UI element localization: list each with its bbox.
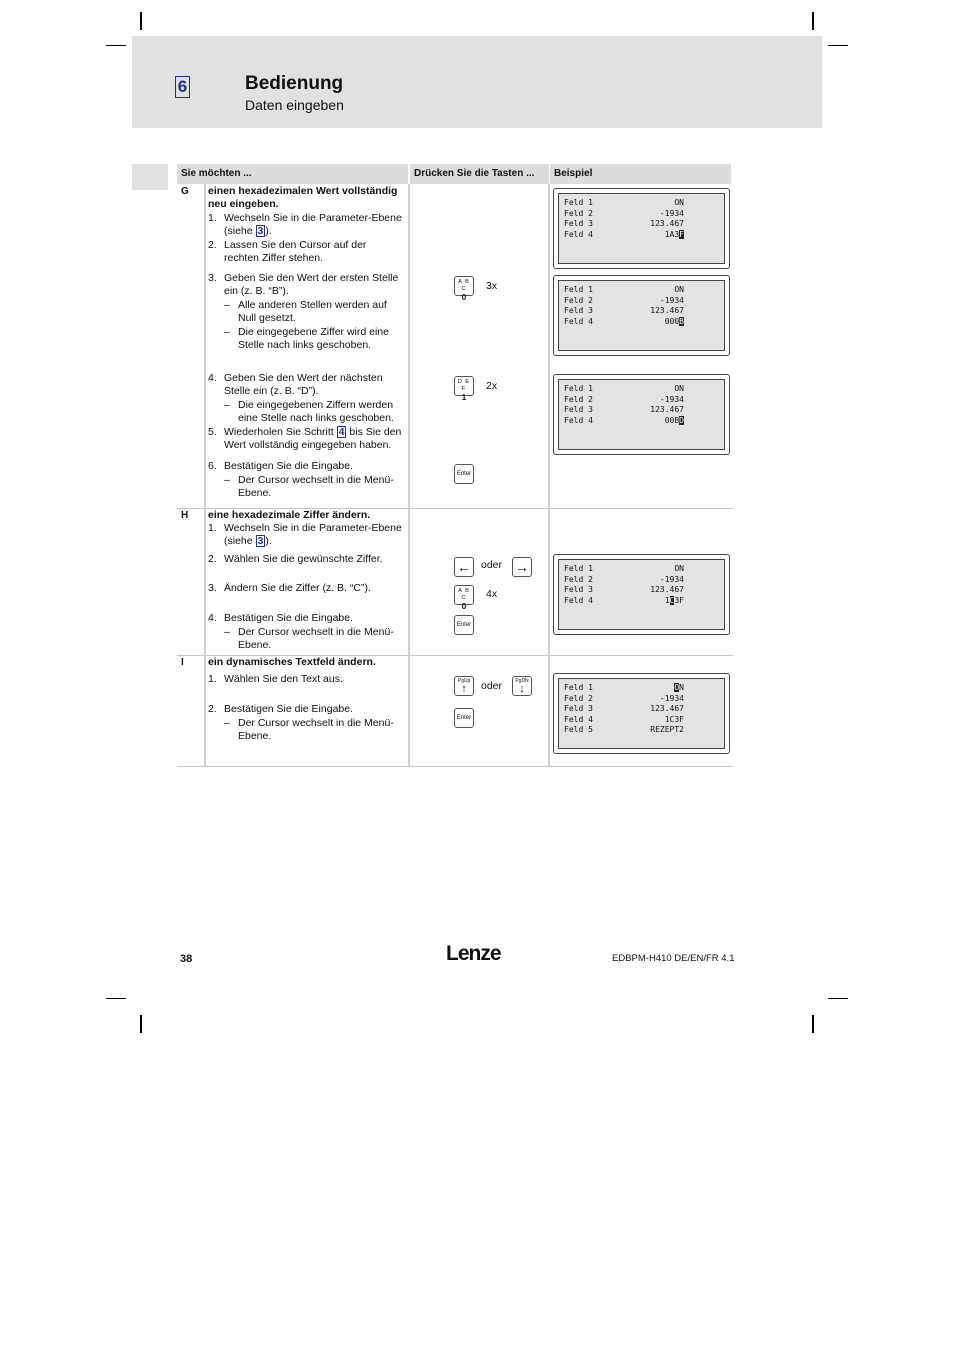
page-title: Bedienung [245, 73, 344, 94]
lcd-value: 123.467 [650, 405, 684, 414]
key-label: Enter [456, 471, 472, 477]
lcd-display [553, 275, 730, 356]
lcd-screen [558, 379, 725, 450]
bullet-dash: – [224, 626, 230, 638]
page-down-key[interactable] [512, 676, 532, 696]
lcd-value: ON [674, 198, 684, 207]
lcd-display [553, 554, 730, 635]
row-g-step5 [224, 426, 406, 452]
lcd-label: Feld 3 [564, 585, 593, 594]
lcd-cursor: O [674, 683, 680, 692]
page-subtitle: Daten eingeben [245, 97, 344, 113]
table-divider [177, 766, 733, 767]
lcd-row [564, 596, 684, 607]
bullet-dash: – [224, 399, 230, 411]
or-text: oder [481, 559, 503, 571]
lcd-label: Feld 4 [564, 595, 593, 605]
step-number: 1. [208, 212, 217, 224]
lcd-lines [564, 683, 684, 736]
lcd-label: Feld 1 [564, 683, 593, 692]
or-text: oder [481, 680, 503, 692]
step-number: 2. [208, 703, 217, 715]
press-count: 3x [486, 280, 498, 292]
lcd-display [553, 673, 730, 754]
row-g-heading: einen hexadezimalen Wert vollständig neu eingeben. [208, 185, 398, 210]
lcd-label: Feld 3 [564, 704, 593, 713]
key-label: PgDN [515, 678, 529, 684]
lcd-cursor: D [679, 415, 684, 425]
lcd-label: Feld 4 [564, 714, 593, 724]
lcd-value: -1934 [659, 295, 684, 305]
cross-reference-link[interactable]: 3 [257, 535, 264, 547]
right-arrow-key[interactable] [512, 557, 532, 577]
abc-0-key[interactable] [454, 585, 474, 611]
lcd-value-text: 00B [664, 415, 680, 425]
left-arrow-key[interactable] [454, 557, 474, 577]
row-g-step3: Geben Sie den Wert der ersten Stelle ein (z. B. “B”). [224, 272, 399, 297]
lcd-value: ON [674, 285, 684, 294]
col-header-example: Beispiel [550, 164, 731, 184]
bullet-dash: – [224, 299, 230, 311]
lcd-row [564, 285, 684, 296]
key-digit: 0 [461, 602, 467, 611]
lcd-value-text: N [679, 683, 684, 692]
key-letters: D E F [457, 379, 471, 392]
lcd-label: Feld 4 [564, 415, 593, 425]
row-i-step2-note1: Der Cursor wechselt in die Menü-Ebene. [238, 717, 394, 742]
lcd-value-text: 3F [674, 595, 684, 605]
lcd-row [564, 198, 684, 209]
brand-logo: Lenze [446, 942, 501, 965]
bullet-dash: – [224, 717, 230, 729]
lcd-value [665, 596, 684, 607]
row-h-step3: Ändern Sie die Ziffer (z. B. “C”). [224, 582, 371, 594]
lcd-screen [558, 559, 725, 630]
lcd-cursor: C [669, 595, 675, 605]
row-g-step3-note2: Die eingegebene Ziffer wird eine Stelle nach links geschoben. [238, 326, 389, 351]
key-label: Enter [456, 622, 472, 628]
step-number: 2. [208, 553, 217, 565]
lcd-label: Feld 1 [564, 384, 593, 393]
press-count: 2x [486, 380, 498, 392]
lcd-label: Feld 4 [564, 229, 593, 239]
up-arrow-icon: ↑ [461, 683, 467, 695]
step-text: ). [265, 535, 272, 547]
lcd-screen [558, 280, 725, 351]
header-band [132, 36, 822, 128]
col-header-task: Sie möchten ... [177, 164, 408, 184]
crop-mark [140, 12, 142, 30]
col-header-keys: Drücken Sie die Tasten ... [410, 164, 549, 184]
side-tab [132, 164, 168, 190]
step-number: 4. [208, 372, 217, 384]
row-g-step6-note1: Der Cursor wechselt in die Menü-Ebene. [238, 474, 394, 499]
step-number: 1. [208, 673, 217, 685]
row-i-step1: Wählen Sie den Text aus. [224, 673, 343, 685]
row-h-step4: Bestätigen Sie die Eingabe. [224, 612, 354, 624]
step-number: 1. [208, 522, 217, 534]
lcd-row [564, 715, 684, 726]
lcd-label: Feld 3 [564, 219, 593, 228]
lcd-value-text: 1 [664, 595, 670, 605]
step-number: 3. [208, 272, 217, 284]
step-text: Wechseln Sie in die Parameter-Ebene (siehe [224, 522, 402, 547]
left-arrow-icon: ← [457, 559, 471, 575]
row-g-step6: Bestätigen Sie die Eingabe. [224, 460, 354, 472]
crop-mark [812, 1015, 814, 1033]
bullet-dash: – [224, 326, 230, 338]
row-g-step4: Geben Sie den Wert der nächsten Stelle ein (z. B. “D”). [224, 372, 383, 397]
lcd-value: ON [674, 384, 684, 393]
lcd-row [564, 209, 684, 220]
lcd-label: Feld 3 [564, 405, 593, 414]
lcd-lines [564, 198, 684, 240]
crop-mark [106, 998, 126, 999]
lcd-label: Feld 2 [564, 693, 593, 703]
table-divider [204, 184, 206, 766]
lcd-row [564, 725, 684, 736]
row-h-heading: eine hexadezimale Ziffer ändern. [208, 509, 371, 521]
lcd-value: -1934 [659, 208, 684, 218]
step-number: 4. [208, 612, 217, 624]
lcd-value [665, 230, 684, 241]
lcd-row [564, 306, 684, 317]
row-g-step3-note1: Alle anderen Stellen werden auf Null gesetzt. [238, 299, 387, 324]
crop-mark [828, 998, 848, 999]
lcd-label: Feld 5 [564, 725, 593, 734]
row-label-i: I [181, 657, 184, 668]
lcd-label: Feld 2 [564, 208, 593, 218]
lcd-label: Feld 2 [564, 295, 593, 305]
lcd-value: -1934 [659, 693, 684, 703]
chapter-number[interactable]: 6 [175, 76, 190, 98]
table-divider [548, 184, 550, 766]
down-arrow-icon: ↓ [519, 683, 525, 695]
crop-mark [106, 45, 126, 46]
lcd-row [564, 683, 684, 694]
lcd-display [553, 188, 730, 269]
row-h-step4-note1: Der Cursor wechselt in die Menü-Ebene. [238, 626, 394, 651]
lcd-lines [564, 285, 684, 327]
lcd-value: 1C3F [664, 714, 684, 724]
step-text: ). [265, 225, 272, 237]
enter-key[interactable] [454, 464, 474, 484]
lcd-row [564, 416, 684, 427]
lcd-value-text: 1A3 [664, 229, 680, 239]
lcd-lines [564, 564, 684, 606]
lcd-label: Feld 1 [564, 285, 593, 294]
lcd-row [564, 704, 684, 715]
lcd-value: REZEPT2 [650, 725, 684, 734]
lcd-value [665, 416, 684, 427]
lcd-label: Feld 4 [564, 316, 593, 326]
lcd-display [553, 374, 730, 455]
lcd-cursor: F [679, 229, 684, 239]
press-count: 4x [486, 588, 498, 600]
key-label: PgUp [457, 678, 471, 684]
lcd-label: Feld 1 [564, 198, 593, 207]
row-i-step2: Bestätigen Sie die Eingabe. [224, 703, 354, 715]
lcd-value [674, 683, 684, 694]
crop-mark [140, 1015, 142, 1033]
lcd-value: -1934 [659, 574, 684, 584]
document-code: EDBPM-H410 DE/EN/FR 4.1 [612, 953, 735, 964]
cross-reference-link[interactable]: 4 [338, 426, 345, 438]
row-h-step2: Wählen Sie die gewünschte Ziffer. [224, 553, 383, 565]
row-i-heading: ein dynamisches Textfeld ändern. [208, 656, 376, 668]
lcd-value: 123.467 [650, 306, 684, 315]
lcd-row [564, 230, 684, 241]
lcd-value: 123.467 [650, 704, 684, 713]
step-number: 2. [208, 239, 217, 251]
lcd-label: Feld 2 [564, 574, 593, 584]
crop-mark [828, 45, 848, 46]
step-number: 3. [208, 582, 217, 594]
row-g-step4-note1: Die eingegebenen Ziffern werden eine Stelle nach links geschoben. [238, 399, 394, 424]
table-divider [408, 184, 410, 766]
step-text: Wechseln Sie in die Parameter-Ebene (siehe [224, 212, 402, 237]
lcd-value-text: 000 [664, 316, 680, 326]
lcd-row [564, 585, 684, 596]
lcd-cursor: B [679, 316, 684, 326]
lcd-value: -1934 [659, 394, 684, 404]
lcd-row [564, 564, 684, 575]
step-text: Wiederholen Sie Schritt [224, 426, 334, 438]
key-digit: 0 [461, 293, 467, 302]
lcd-screen [558, 678, 725, 749]
lcd-value: 123.467 [650, 585, 684, 594]
lcd-row [564, 384, 684, 395]
page-up-key[interactable] [454, 676, 474, 696]
lcd-row [564, 219, 684, 230]
def-1-key[interactable] [454, 376, 474, 402]
lcd-row [564, 575, 684, 586]
lcd-row [564, 395, 684, 406]
right-arrow-icon: → [515, 559, 529, 575]
lcd-row [564, 694, 684, 705]
key-letters: A B C [458, 279, 470, 292]
lcd-label: Feld 1 [564, 564, 593, 573]
row-label-h: H [181, 510, 189, 521]
lcd-value [665, 317, 684, 328]
lcd-value: ON [674, 564, 684, 573]
row-h-step1 [224, 522, 404, 548]
row-label-g: G [181, 186, 189, 197]
crop-mark [812, 12, 814, 30]
lcd-lines [564, 384, 684, 426]
lcd-row [564, 296, 684, 307]
row-g-step1 [224, 212, 404, 238]
page-number: 38 [180, 953, 193, 965]
step-number: 5. [208, 426, 217, 438]
lcd-row [564, 317, 684, 328]
lcd-label: Feld 2 [564, 394, 593, 404]
lcd-screen [558, 193, 725, 264]
step-number: 6. [208, 460, 217, 472]
lcd-row [564, 405, 684, 416]
step-text: bis Sie den Wert vollständig eingegeben haben. [224, 426, 402, 451]
lcd-label: Feld 3 [564, 306, 593, 315]
row-g-step2: Lassen Sie den Cursor auf der rechten Ziffer stehen. [224, 239, 367, 264]
key-digit: 1 [461, 393, 467, 402]
lcd-value: 123.467 [650, 219, 684, 228]
abc-0-key[interactable] [454, 276, 474, 302]
enter-key[interactable] [454, 615, 474, 635]
bullet-dash: – [224, 474, 230, 486]
key-label: Enter [456, 715, 472, 721]
enter-key[interactable] [454, 708, 474, 728]
cross-reference-link[interactable]: 3 [257, 225, 264, 237]
key-letters: A B C [458, 588, 470, 601]
